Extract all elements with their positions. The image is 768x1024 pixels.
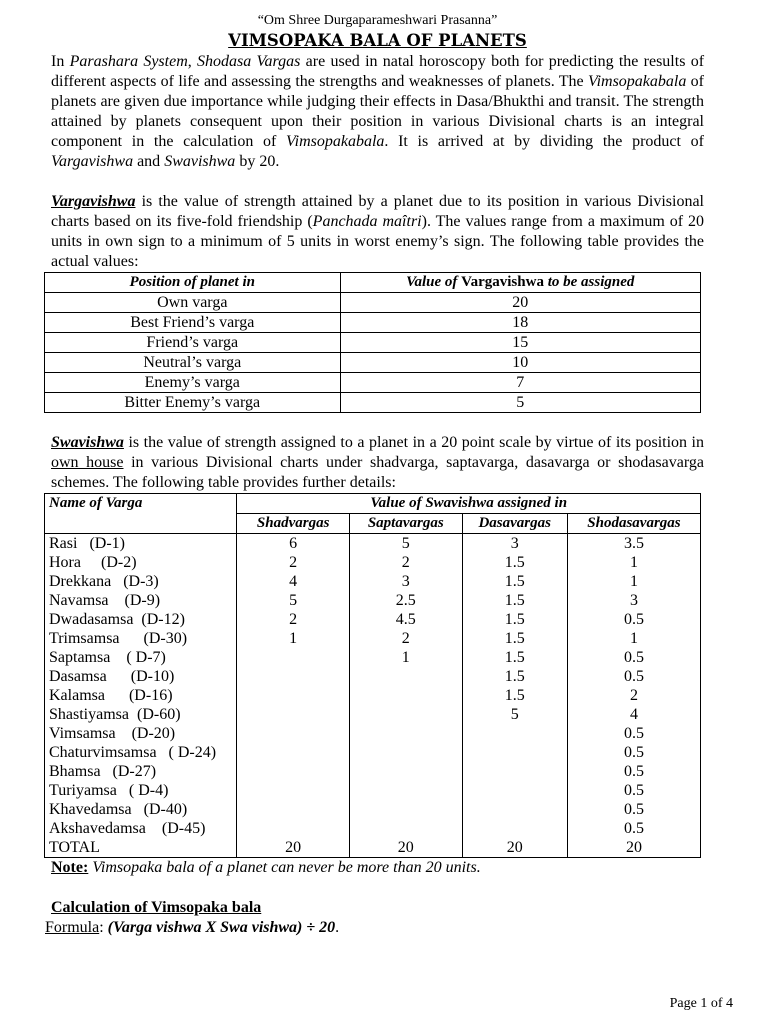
- swavishwa-value-cell: [237, 686, 350, 705]
- varga-position-cell: Neutral’s varga: [45, 353, 341, 373]
- note-line: [51, 858, 704, 878]
- vargavishwa-row: [45, 313, 701, 333]
- swavishwa-value-cell: 2: [349, 553, 462, 572]
- swavishwa-value-cell: 1: [237, 629, 350, 648]
- varga-row: [45, 591, 701, 610]
- swavishwa-value-cell: [349, 667, 462, 686]
- page-number: Page 1 of 4: [669, 996, 733, 1011]
- swavishwa-value-cell: 0.5: [567, 819, 700, 838]
- swavishwa-value-cell: 1: [567, 553, 700, 572]
- varga-row: [45, 762, 701, 781]
- varga-name-cell: Drekkana (D-3): [45, 572, 237, 591]
- swavishwa-value-cell: 1.5: [462, 610, 567, 629]
- invocation-line: “Om Shree Durgaparameshwari Prasanna”: [257, 13, 498, 28]
- varga-name-cell: Turiyamsa ( D-4): [45, 781, 237, 800]
- note-text: Vimsopaka bala of a planet can never be more than 20 units.: [88, 859, 481, 876]
- swavishwa-value-cell: 4: [237, 572, 350, 591]
- swavishwa-value-cell: 1: [567, 572, 700, 591]
- swavishwa-value-cell: 20: [349, 838, 462, 858]
- varga-position-cell: Bitter Enemy’s varga: [45, 393, 341, 413]
- varga-name-cell: TOTAL: [45, 838, 237, 858]
- swavishwa-value-cell: 0.5: [567, 667, 700, 686]
- varga-position-cell: Best Friend’s varga: [45, 313, 341, 333]
- varga-position-cell: Enemy’s varga: [45, 373, 341, 393]
- page-title: VIMSOPAKA BALA OF PLANETS: [228, 31, 527, 50]
- swavishwa-value-cell: [349, 686, 462, 705]
- saptavargas-header: Saptavargas: [349, 514, 462, 534]
- swavishwa-value-cell: 1: [349, 648, 462, 667]
- varga-name-cell: Kalamsa (D-16): [45, 686, 237, 705]
- vargavishwa-header-row: [45, 273, 701, 293]
- swavishwa-value-cell: [237, 743, 350, 762]
- varga-row: [45, 781, 701, 800]
- formula-expression: (Varga vishwa X Swa vishwa) ÷ 20: [107, 919, 336, 936]
- swavishwa-value-cell: 6: [237, 534, 350, 554]
- varga-row: [45, 667, 701, 686]
- swavishwa-value-cell: 3: [567, 591, 700, 610]
- swavishwa-group-header: Value of Swavishwa assigned in: [237, 494, 701, 514]
- vargavishwa-value-cell: 7: [340, 373, 700, 393]
- varga-name-cell: Chaturvimsamsa ( D-24): [45, 743, 237, 762]
- varga-row: [45, 553, 701, 572]
- swavishwa-value-cell: 5: [237, 591, 350, 610]
- swavishwa-value-cell: [237, 800, 350, 819]
- swavishwa-value-cell: 0.5: [567, 610, 700, 629]
- varga-row: [45, 705, 701, 724]
- varga-name-header: Name of Varga: [45, 494, 237, 534]
- varga-row: [45, 572, 701, 591]
- swavishwa-value-cell: [462, 724, 567, 743]
- varga-position-cell: Own varga: [45, 293, 341, 313]
- swavishwa-value-cell: [349, 819, 462, 838]
- value-header: Value of Vargavishwa to be assigned: [340, 273, 700, 293]
- swavishwa-value-cell: [462, 819, 567, 838]
- swavishwa-value-cell: [462, 800, 567, 819]
- swavishwa-value-cell: 2.5: [349, 591, 462, 610]
- vargavishwa-term: Vargavishwa: [51, 193, 136, 210]
- swavishwa-value-cell: [349, 781, 462, 800]
- varga-name-cell: Trimsamsa (D-30): [45, 629, 237, 648]
- position-header: Position of planet in: [45, 273, 341, 293]
- swavishwa-value-cell: 5: [462, 705, 567, 724]
- varga-name-cell: Rasi (D-1): [45, 534, 237, 554]
- swavishwa-value-cell: 1.5: [462, 648, 567, 667]
- swavishwa-value-cell: 1: [567, 629, 700, 648]
- vargavishwa-row: [45, 353, 701, 373]
- swavishwa-paragraph: Swavishwa is the value of strength assigned to a planet in a 20 point scale by virtue of its position in own house in various Divisional charts under shadvarga, saptavarga, dasavarga or shodasavarga schemes. The following table provides further details:: [51, 434, 704, 491]
- vargavishwa-paragraph: Vargavishwa is the value of strength attained by a planet due to its position in various Divisional charts based on its five-fold friendship (Panchada maîtri). The values range from a maximum of 20 units in own sign to a minimum of 5 units in worst enemy’s sign. The following table provides the actual values:: [51, 193, 705, 270]
- varga-name-cell: Shastiyamsa (D-60): [45, 705, 237, 724]
- swavishwa-value-cell: 4: [567, 705, 700, 724]
- swavishwa-value-cell: 0.5: [567, 724, 700, 743]
- vargavishwa-value-cell: 5: [340, 393, 700, 413]
- swavishwa-value-cell: [462, 762, 567, 781]
- shadvargas-header: Shadvargas: [237, 514, 350, 534]
- shodasavargas-header: Shodasavargas: [567, 514, 700, 534]
- swavishwa-value-cell: 2: [237, 553, 350, 572]
- varga-name-cell: Akshavedamsa (D-45): [45, 819, 237, 838]
- varga-row: [45, 629, 701, 648]
- vargavishwa-row: [45, 333, 701, 353]
- swavishwa-value-cell: [237, 667, 350, 686]
- swavishwa-value-cell: [237, 705, 350, 724]
- vargavishwa-value-cell: 15: [340, 333, 700, 353]
- swavishwa-value-cell: [237, 648, 350, 667]
- swavishwa-value-cell: 3.5: [567, 534, 700, 554]
- swavishwa-value-cell: 1.5: [462, 591, 567, 610]
- swavishwa-value-cell: [237, 762, 350, 781]
- varga-name-cell: Navamsa (D-9): [45, 591, 237, 610]
- vargavishwa-value-cell: 20: [340, 293, 700, 313]
- varga-row: [45, 534, 701, 554]
- varga-row: [45, 800, 701, 819]
- varga-name-cell: Khavedamsa (D-40): [45, 800, 237, 819]
- swavishwa-value-cell: 0.5: [567, 800, 700, 819]
- swavishwa-value-cell: [349, 743, 462, 762]
- swavishwa-value-cell: 0.5: [567, 648, 700, 667]
- formula-label: Formula: [45, 919, 100, 936]
- varga-position-cell: Friend’s varga: [45, 333, 341, 353]
- varga-row: [45, 648, 701, 667]
- swavishwa-value-cell: 4.5: [349, 610, 462, 629]
- swavishwa-value-cell: 2: [349, 629, 462, 648]
- varga-name-cell: Vimsamsa (D-20): [45, 724, 237, 743]
- vargavishwa-value-cell: 10: [340, 353, 700, 373]
- varga-row: [45, 610, 701, 629]
- varga-row: [45, 743, 701, 762]
- swavishwa-value-cell: 3: [349, 572, 462, 591]
- swavishwa-value-cell: 1.5: [462, 572, 567, 591]
- swavishwa-value-cell: 1.5: [462, 686, 567, 705]
- swavishwa-table: [44, 493, 701, 858]
- note-label: Note:: [51, 859, 89, 876]
- swavishwa-value-cell: [237, 819, 350, 838]
- swavishwa-value-cell: [462, 781, 567, 800]
- swavishwa-header-row: [45, 494, 701, 514]
- vargavishwa-row: [45, 293, 701, 313]
- intro-paragraph: In Parashara System, Shodasa Vargas are used in natal horoscopy both for predicting the results of different aspects of life and assessing the strengths and weaknesses of planets. The Vimsopakabala of planets are given due importance while judging their effects in Dasa/Bhukthi and transit. The strength attained by planets consequent upon their position in various Divisional charts is an integral component in the calculation of Vimsopakabala. It is arrived at by dividing the product of Vargavishwa and Swavishwa by 20.: [51, 53, 705, 170]
- varga-name-cell: Bhamsa (D-27): [45, 762, 237, 781]
- swavishwa-value-cell: [237, 781, 350, 800]
- swavishwa-value-cell: 20: [567, 838, 700, 858]
- swavishwa-value-cell: [349, 724, 462, 743]
- swavishwa-value-cell: 20: [462, 838, 567, 858]
- swavishwa-value-cell: 0.5: [567, 762, 700, 781]
- swavishwa-value-cell: [462, 743, 567, 762]
- swavishwa-value-cell: 1.5: [462, 667, 567, 686]
- vargavishwa-row: [45, 393, 701, 413]
- vargavishwa-row: [45, 373, 701, 393]
- varga-name-cell: Dasamsa (D-10): [45, 667, 237, 686]
- varga-name-cell: Hora (D-2): [45, 553, 237, 572]
- swavishwa-value-cell: 1.5: [462, 553, 567, 572]
- varga-row: [45, 686, 701, 705]
- swavishwa-value-cell: [349, 762, 462, 781]
- document-page: [45, 12, 705, 938]
- vargavishwa-table: [44, 272, 701, 413]
- swavishwa-value-cell: 20: [237, 838, 350, 858]
- varga-name-cell: Saptamsa ( D-7): [45, 648, 237, 667]
- varga-row: [45, 724, 701, 743]
- swavishwa-value-cell: 5: [349, 534, 462, 554]
- swavishwa-value-cell: 3: [462, 534, 567, 554]
- calculation-title: Calculation of Vimsopaka bala: [51, 899, 262, 916]
- swavishwa-value-cell: 2: [237, 610, 350, 629]
- swavishwa-value-cell: 0.5: [567, 743, 700, 762]
- dasavargas-header: Dasavargas: [462, 514, 567, 534]
- vargavishwa-value-cell: 18: [340, 313, 700, 333]
- swavishwa-value-cell: 1.5: [462, 629, 567, 648]
- total-row: [45, 838, 701, 858]
- formula-line: Formula: (Varga vishwa X Swa vishwa) ÷ 20.: [45, 919, 340, 936]
- swavishwa-value-cell: [349, 800, 462, 819]
- swavishwa-term: Swavishwa: [51, 434, 124, 451]
- varga-name-cell: Dwadasamsa (D-12): [45, 610, 237, 629]
- swavishwa-value-cell: [349, 705, 462, 724]
- swavishwa-value-cell: [237, 724, 350, 743]
- swavishwa-value-cell: 0.5: [567, 781, 700, 800]
- swavishwa-value-cell: 2: [567, 686, 700, 705]
- varga-row: [45, 819, 701, 838]
